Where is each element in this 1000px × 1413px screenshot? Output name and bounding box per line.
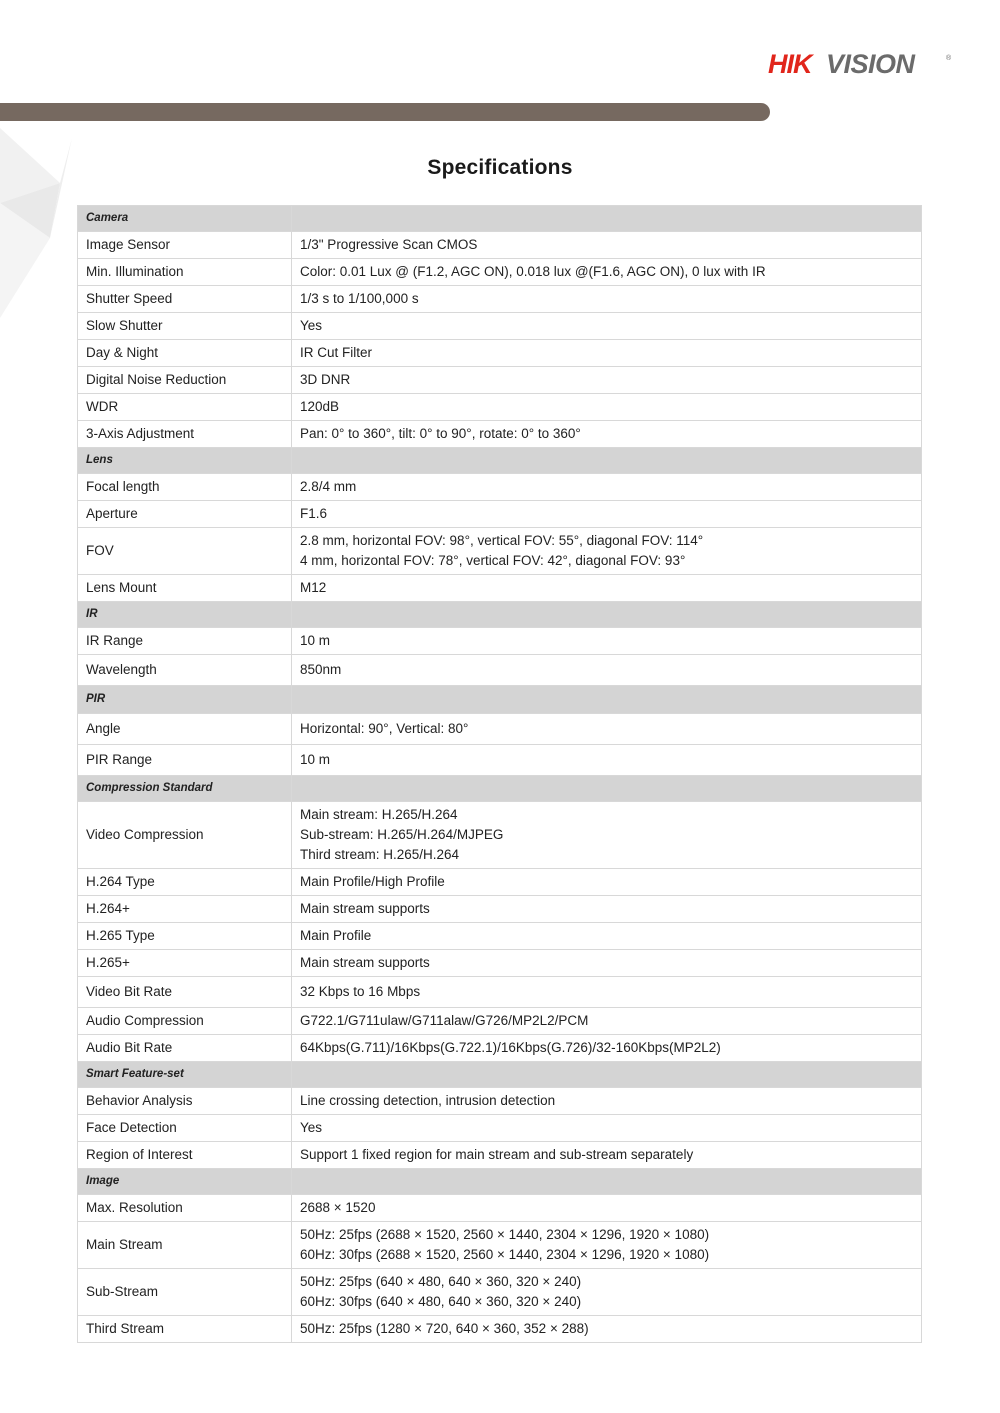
spec-row [78, 1035, 922, 1062]
spec-label: Audio Bit Rate [78, 1035, 292, 1062]
spec-row [78, 259, 922, 286]
spec-row [78, 655, 922, 686]
spec-value-line: Main stream: H.265/H.264 [300, 807, 458, 822]
spec-label: Audio Compression [78, 1008, 292, 1035]
spec-label: H.264+ [78, 896, 292, 923]
spec-row [78, 528, 922, 575]
svg-text:HIK: HIK [768, 49, 812, 78]
section-header-row [78, 1169, 922, 1195]
spec-value-line: 10 m [300, 752, 331, 767]
svg-text:®: ® [946, 55, 952, 62]
spec-value [292, 1142, 922, 1169]
spec-row [78, 1115, 922, 1142]
spec-value [292, 1269, 922, 1316]
spec-label: Day & Night [78, 340, 292, 367]
spec-label: Behavior Analysis [78, 1088, 292, 1115]
section-title: IR [78, 602, 292, 628]
spec-value-line: Yes [300, 1120, 323, 1135]
spec-value [292, 1195, 922, 1222]
spec-label: Min. Illumination [78, 259, 292, 286]
section-title: Image [78, 1169, 292, 1195]
spec-value-line: Main stream supports [300, 955, 430, 970]
spec-value-line: 50Hz: 25fps (1280 × 720, 640 × 360, 352 × 288) [300, 1321, 589, 1336]
spec-value-line: 64Kbps(G.711)/16Kbps(G.722.1)/16Kbps(G.726)/32-160Kbps(MP2L2) [300, 1040, 721, 1055]
spec-value-line: 4 mm, horizontal FOV: 78°, vertical FOV: 42°, diagonal FOV: 93° [300, 553, 686, 568]
spec-value [292, 950, 922, 977]
spec-value-line: Third stream: H.265/H.264 [300, 847, 460, 862]
spec-row [78, 421, 922, 448]
spec-label: Image Sensor [78, 232, 292, 259]
spec-value-line: 120dB [300, 399, 340, 414]
section-header-blank [292, 1062, 922, 1088]
spec-value-line: 3D DNR [300, 372, 351, 387]
section-header-blank [292, 776, 922, 802]
spec-label: Lens Mount [78, 575, 292, 602]
spec-value-line: 10 m [300, 633, 331, 648]
spec-row [78, 950, 922, 977]
spec-value [292, 501, 922, 528]
spec-value [292, 714, 922, 745]
spec-row [78, 1088, 922, 1115]
spec-value-line: IR Cut Filter [300, 345, 373, 360]
section-title: PIR [78, 686, 292, 714]
spec-value-line: 32 Kbps to 16 Mbps [300, 984, 421, 999]
spec-row [78, 313, 922, 340]
spec-value-line: Line crossing detection, intrusion detection [300, 1093, 556, 1108]
spec-label: Sub-Stream [78, 1269, 292, 1316]
spec-row [78, 1269, 922, 1316]
section-title: Camera [78, 206, 292, 232]
page-title: Specifications [427, 156, 573, 179]
spec-label: Video Compression [78, 802, 292, 869]
spec-value-line: 2.8/4 mm [300, 479, 357, 494]
spec-value-line: 1/3 s to 1/100,000 s [300, 291, 419, 306]
spec-value-line: G722.1/G711ulaw/G711alaw/G726/MP2L2/PCM [300, 1013, 589, 1028]
spec-label: Focal length [78, 474, 292, 501]
spec-row [78, 802, 922, 869]
spec-value-line: 1/3" Progressive Scan CMOS [300, 237, 478, 252]
spec-value [292, 367, 922, 394]
spec-value [292, 628, 922, 655]
spec-label: H.265+ [78, 950, 292, 977]
hikvision-logo [768, 48, 958, 78]
spec-value [292, 1222, 922, 1269]
spec-value-line: Main stream supports [300, 901, 430, 916]
section-header-blank [292, 206, 922, 232]
spec-row [78, 869, 922, 896]
spec-value [292, 232, 922, 259]
spec-row [78, 628, 922, 655]
spec-value [292, 1316, 922, 1343]
spec-label: 3-Axis Adjustment [78, 421, 292, 448]
spec-value [292, 1008, 922, 1035]
spec-value-line: Horizontal: 90°, Vertical: 80° [300, 721, 469, 736]
spec-row [78, 1008, 922, 1035]
spec-value [292, 286, 922, 313]
spec-label: FOV [78, 528, 292, 575]
section-title: Lens [78, 448, 292, 474]
spec-label: WDR [78, 394, 292, 421]
spec-value [292, 394, 922, 421]
spec-row [78, 745, 922, 776]
spec-row [78, 714, 922, 745]
spec-value [292, 923, 922, 950]
spec-value [292, 655, 922, 686]
spec-value [292, 802, 922, 869]
spec-value [292, 896, 922, 923]
spec-value-line: Main Profile/High Profile [300, 874, 445, 889]
spec-row [78, 1222, 922, 1269]
spec-value [292, 1035, 922, 1062]
spec-value-line: 850nm [300, 662, 342, 677]
spec-value [292, 528, 922, 575]
spec-value [292, 474, 922, 501]
spec-label: Aperture [78, 501, 292, 528]
spec-label: Max. Resolution [78, 1195, 292, 1222]
spec-row [78, 1142, 922, 1169]
spec-value [292, 1088, 922, 1115]
spec-value [292, 1115, 922, 1142]
spec-label: Main Stream [78, 1222, 292, 1269]
spec-label: Wavelength [78, 655, 292, 686]
section-header-row [78, 206, 922, 232]
spec-row [78, 367, 922, 394]
spec-row [78, 1195, 922, 1222]
spec-value-line: Sub-stream: H.265/H.264/MJPEG [300, 827, 504, 842]
spec-label: Third Stream [78, 1316, 292, 1343]
section-title: Smart Feature-set [78, 1062, 292, 1088]
spec-value [292, 869, 922, 896]
spec-value-line: Support 1 fixed region for main stream and sub-stream separately [300, 1147, 694, 1162]
spec-row [78, 977, 922, 1008]
spec-row [78, 394, 922, 421]
section-header-row [78, 686, 922, 714]
spec-value-line: F1.6 [300, 506, 328, 521]
svg-text:VISION: VISION [826, 49, 915, 78]
spec-label: Shutter Speed [78, 286, 292, 313]
spec-value-line: 2.8 mm, horizontal FOV: 98°, vertical FOV: 55°, diagonal FOV: 114° [300, 533, 704, 548]
spec-value [292, 977, 922, 1008]
spec-row [78, 286, 922, 313]
spec-value [292, 340, 922, 367]
spec-label: Digital Noise Reduction [78, 367, 292, 394]
spec-label: IR Range [78, 628, 292, 655]
spec-value-line: 50Hz: 25fps (2688 × 1520, 2560 × 1440, 2304 × 1296, 1920 × 1080) [300, 1227, 710, 1242]
spec-label: Face Detection [78, 1115, 292, 1142]
spec-value-line: 60Hz: 30fps (640 × 480, 640 × 360, 320 × 240) [300, 1294, 582, 1309]
spec-row [78, 340, 922, 367]
spec-label: Slow Shutter [78, 313, 292, 340]
spec-value [292, 745, 922, 776]
spec-label: Video Bit Rate [78, 977, 292, 1008]
spec-value-line: 2688 × 1520 [300, 1200, 376, 1215]
spec-row [78, 1316, 922, 1343]
spec-row [78, 896, 922, 923]
spec-value-line: 50Hz: 25fps (640 × 480, 640 × 360, 320 × 240) [300, 1274, 582, 1289]
section-header-row [78, 776, 922, 802]
spec-value-line: M12 [300, 580, 327, 595]
spec-row [78, 501, 922, 528]
header-bar [0, 103, 770, 121]
spec-value-line: Pan: 0° to 360°, tilt: 0° to 90°, rotate: 0° to 360° [300, 426, 581, 441]
spec-row [78, 474, 922, 501]
specifications-table [77, 205, 922, 1343]
section-header-blank [292, 686, 922, 714]
spec-value-line: Yes [300, 318, 323, 333]
spec-value-line: Main Profile [300, 928, 372, 943]
section-title: Compression Standard [78, 776, 292, 802]
spec-row [78, 923, 922, 950]
spec-value [292, 575, 922, 602]
spec-label: H.265 Type [78, 923, 292, 950]
spec-value [292, 313, 922, 340]
section-header-row [78, 1062, 922, 1088]
spec-label: PIR Range [78, 745, 292, 776]
section-header-row [78, 448, 922, 474]
spec-label: Angle [78, 714, 292, 745]
section-header-blank [292, 602, 922, 628]
spec-value-line: 60Hz: 30fps (2688 × 1520, 2560 × 1440, 2304 × 1296, 1920 × 1080) [300, 1247, 710, 1262]
spec-label: Region of Interest [78, 1142, 292, 1169]
section-header-blank [292, 1169, 922, 1195]
spec-value [292, 421, 922, 448]
spec-value [292, 259, 922, 286]
section-header-blank [292, 448, 922, 474]
spec-value-line: Color: 0.01 Lux @ (F1.2, AGC ON), 0.018 lux @(F1.6, AGC ON), 0 lux with IR [300, 264, 766, 279]
section-header-row [78, 602, 922, 628]
spec-label: H.264 Type [78, 869, 292, 896]
spec-row [78, 575, 922, 602]
spec-row [78, 232, 922, 259]
